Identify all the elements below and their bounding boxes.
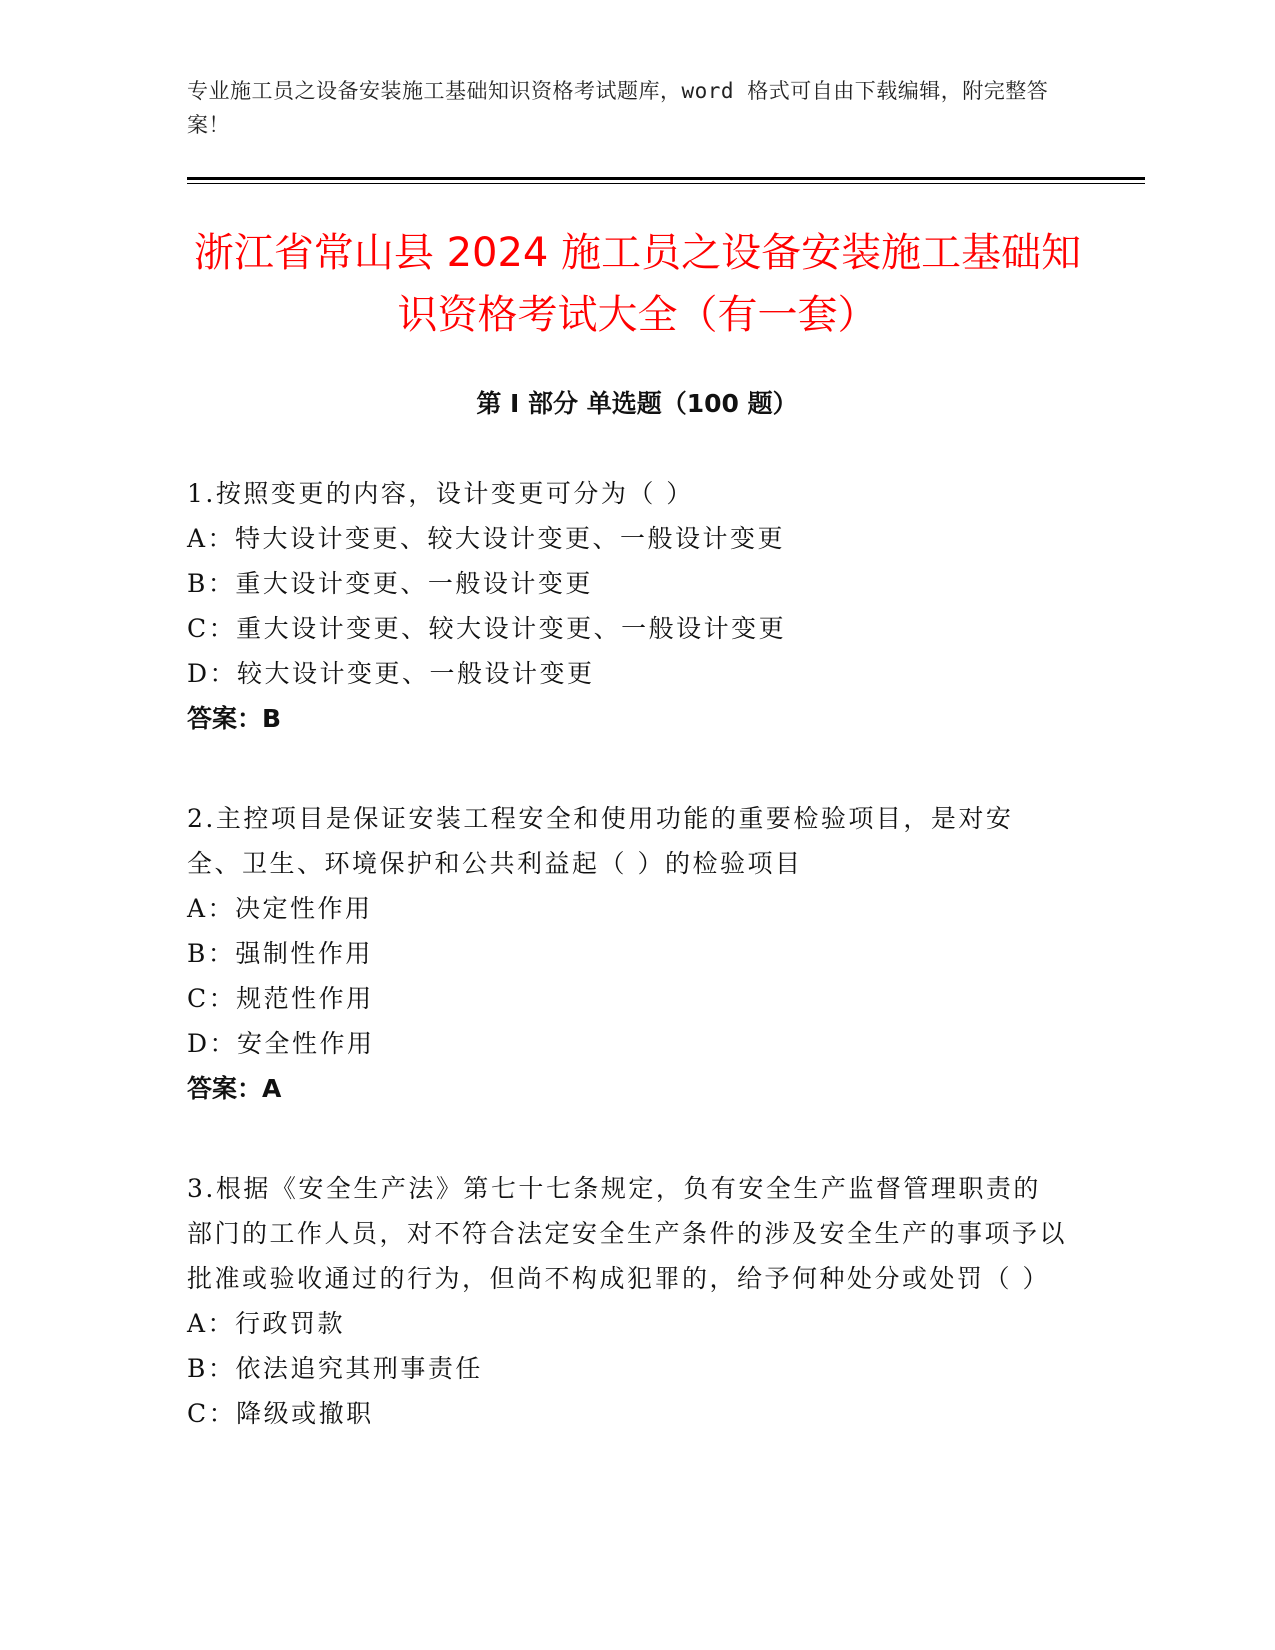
question-stem: 2.主控项目是保证安装工程安全和使用功能的重要检验项目，是对安全、卫生、环境保护和公共利益起（ ）的检验项目 <box>187 804 1014 878</box>
option-a: A：行政罚款 <box>187 1309 346 1338</box>
answer-line: 答案：B <box>187 704 282 733</box>
option-b: B：重大设计变更、一般设计变更 <box>187 569 593 598</box>
section-title: 第 I 部分 单选题（100 题） <box>476 389 798 418</box>
header-note: 专业施工员之设备安装施工基础知识资格考试题库，word 格式可自由下载编辑，附完整答案！ <box>187 79 1049 137</box>
header-rule-thin <box>187 183 1145 184</box>
option-a: A：特大设计变更、较大设计变更、一般设计变更 <box>187 524 786 553</box>
question-1 <box>187 471 1067 741</box>
document-title: 浙江省常山县 2024 施工员之设备安装施工基础知识资格考试大全（有一套） <box>193 230 1082 338</box>
question-2 <box>187 796 1067 1111</box>
option-c: C：重大设计变更、较大设计变更、一般设计变更 <box>187 614 787 643</box>
option-a: A：决定性作用 <box>187 894 373 923</box>
option-c: C：降级或撤职 <box>187 1399 374 1428</box>
answer-line: 答案：A <box>187 1074 282 1103</box>
question-list <box>187 471 1067 1491</box>
question-3 <box>187 1166 1067 1436</box>
option-c: C：规范性作用 <box>187 984 374 1013</box>
question-stem: 1.按照变更的内容，设计变更可分为（ ） <box>187 479 694 508</box>
option-d: D：较大设计变更、一般设计变更 <box>187 659 595 688</box>
option-d: D：安全性作用 <box>187 1029 375 1058</box>
option-b: B：强制性作用 <box>187 939 373 968</box>
header-rule-thick <box>187 177 1145 180</box>
question-stem: 3.根据《安全生产法》第七十七条规定，负有安全生产监督管理职责的部门的工作人员，对不符合法定安全生产条件的涉及安全生产的事项予以批准或验收通过的行为，但尚不构成犯罪的，给予何种处分或处罚（ ） <box>187 1174 1068 1293</box>
option-b: B：依法追究其刑事责任 <box>187 1354 483 1383</box>
